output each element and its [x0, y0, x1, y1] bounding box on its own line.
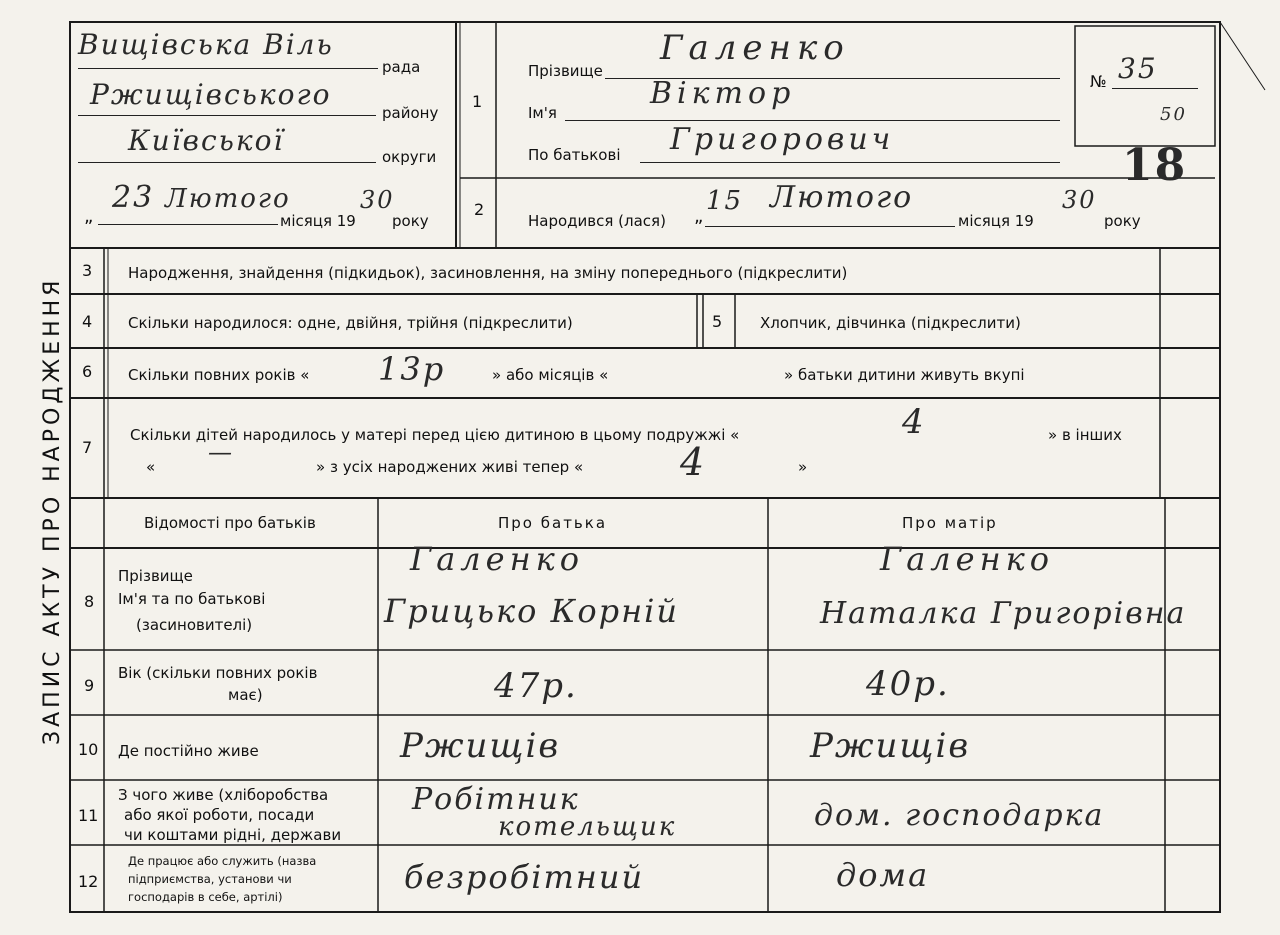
born-year-label: року — [1104, 212, 1141, 230]
row11-label3: чи коштами рідні, держави — [124, 826, 342, 844]
col-father-header: Про батька — [498, 514, 608, 532]
name-line — [565, 120, 1060, 121]
row6-text-b: » або місяців « — [492, 366, 609, 384]
district-line — [78, 115, 376, 116]
surname-label: Прізвище — [528, 62, 603, 80]
hw-month: Лютого — [165, 184, 291, 214]
hw-father-residence: Ржищів — [400, 726, 561, 766]
hw-record-no: 35 — [1118, 52, 1158, 85]
hw-day: 23 — [112, 180, 155, 215]
hw-row6-years: 13р — [378, 350, 446, 388]
district-label: району — [382, 104, 439, 122]
born-month-label: місяця 19 — [958, 212, 1034, 230]
hw-patronymic: Григорович — [670, 122, 895, 157]
hw-record-side: 18 — [1122, 140, 1188, 191]
patronymic-line — [640, 162, 1060, 163]
hw-father-name: Грицько Корній — [384, 592, 680, 630]
row6-text-c: » батьки дитини живуть вкупі — [784, 366, 1025, 384]
hw-mother-name: Наталка Григорівна — [820, 596, 1187, 631]
row7-line1-end: » в інших — [1048, 426, 1122, 444]
row9-label1: Вік (скільки повних років — [118, 664, 318, 682]
hw-mother-workplace: дома — [836, 856, 930, 894]
row8-label1: Прізвище — [118, 567, 193, 585]
patronymic-label: По батькові — [528, 146, 621, 164]
hw-mother-residence: Ржищів — [810, 726, 971, 766]
section2-num: 2 — [474, 200, 485, 219]
hw-okrug: Київської — [128, 124, 285, 157]
hw-father-workplace: безробітний — [404, 858, 645, 896]
row4-num: 4 — [82, 312, 93, 331]
hw-council: Вищівська Віль — [78, 28, 334, 61]
hw-mother-occupation: дом. господарка — [814, 798, 1105, 833]
hw-mother-age: 40р. — [866, 664, 950, 704]
row6-num: 6 — [82, 362, 93, 381]
date-line — [98, 224, 278, 225]
form-title-vertical: ЗАПИС АКТУ ПРО НАРОДЖЕННЯ — [40, 276, 65, 745]
hw-father-occupation: Робітник — [412, 782, 580, 817]
hw-row7-alive: 4 — [680, 440, 707, 484]
hw-mother-surname: Галенко — [880, 540, 1055, 578]
row8-num: 8 — [84, 592, 95, 611]
row5-text: Хлопчик, дівчинка (підкреслити) — [760, 314, 1021, 332]
hw-born-day: 15 — [706, 186, 744, 216]
row11-label1: З чого живе (хліборобства — [118, 786, 329, 804]
row4-text: Скільки народилося: одне, двійня, трійня (підкреслити) — [128, 314, 573, 332]
hw-father-occupation2: котельщик — [498, 812, 677, 842]
council-label: рада — [382, 58, 421, 76]
row7-line2-end: » — [798, 458, 808, 476]
row3-text: Народження, знайдення (підкидьок), засиновлення, на зміну попереднього (підкреслити) — [128, 264, 848, 282]
row10-label: Де постійно живе — [118, 742, 259, 760]
row8-label3: (засиновителі) — [136, 616, 253, 634]
year-label: року — [392, 212, 429, 230]
hw-surname: Галенко — [660, 28, 850, 68]
hw-record-small: 50 — [1160, 104, 1187, 125]
hw-father-age: 47р. — [494, 666, 578, 706]
record-no-label: № — [1090, 72, 1107, 91]
row7-line1: Скільки дітей народилось у матері перед цією дитиною в цьому подружжі « — [130, 426, 740, 444]
row12-label3: господарів в себе, артілі) — [128, 890, 283, 904]
row5-num: 5 — [712, 312, 723, 331]
okrug-label: округи — [382, 148, 437, 166]
record-no-line — [1112, 88, 1198, 89]
hw-year: 30 — [360, 186, 395, 214]
row8-label2: Ім'я та по батькові — [118, 590, 266, 608]
row11-label2: або якої роботи, посади — [124, 806, 315, 824]
born-quote: „ — [694, 206, 704, 227]
row11-num: 11 — [78, 806, 99, 825]
row12-label2: підприємства, установи чи — [128, 872, 292, 886]
name-label: Ім'я — [528, 104, 557, 122]
hw-row7-other: — — [208, 438, 234, 466]
row9-num: 9 — [84, 676, 95, 695]
row3-num: 3 — [82, 261, 93, 280]
hw-father-surname: Галенко — [410, 540, 585, 578]
row7-line2-mid: » з усіх народжених живі тепер « — [316, 458, 584, 476]
hw-name: Віктор — [650, 76, 796, 111]
date-quote: „ — [84, 206, 94, 227]
row6-text-a: Скільки повних років « — [128, 366, 310, 384]
row7-line2-start: « — [146, 458, 156, 476]
born-line — [705, 226, 955, 227]
hw-row7-before: 4 — [902, 402, 926, 442]
row10-num: 10 — [78, 740, 99, 759]
hw-born-year: 30 — [1062, 186, 1097, 214]
okrug-line — [78, 162, 376, 163]
row12-num: 12 — [78, 872, 99, 891]
hw-district: Ржищівського — [90, 78, 332, 111]
section1-num: 1 — [472, 92, 483, 111]
born-label: Народився (лася) — [528, 212, 666, 230]
hw-born-month: Лютого — [770, 180, 914, 215]
row12-label1: Де працює або служить (назва — [128, 854, 317, 868]
month-label: місяця 19 — [280, 212, 356, 230]
council-line — [78, 68, 378, 69]
col-mother-header: Про матір — [902, 514, 998, 532]
row7-num: 7 — [82, 438, 93, 457]
row9-label2: має) — [228, 686, 263, 704]
col-info-header: Відомості про батьків — [144, 514, 316, 532]
